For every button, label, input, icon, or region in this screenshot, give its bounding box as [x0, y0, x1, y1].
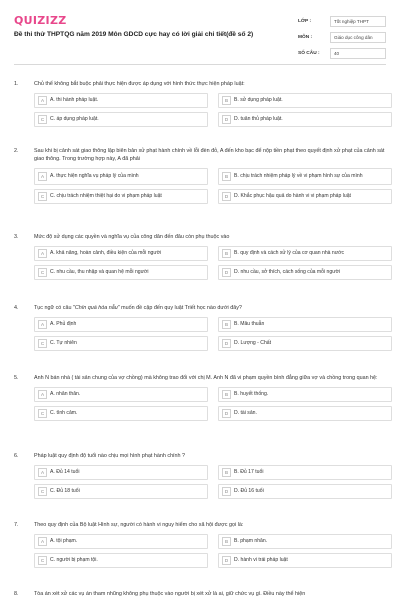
- question-5: [14, 374, 392, 421]
- question-number: 4.: [14, 305, 19, 311]
- option-text: A. Đủ 14 tuổi: [50, 469, 80, 476]
- option-text: D. tuân thủ pháp luật.: [234, 116, 283, 123]
- option-letter-b: B: [222, 468, 231, 477]
- lop-label: LỚP :: [298, 18, 312, 24]
- option-b[interactable]: [218, 534, 392, 549]
- option-text: D. tài sản.: [234, 410, 257, 417]
- option-text: D. hành vi trái pháp luật: [234, 557, 288, 564]
- question-number: 1.: [14, 81, 19, 87]
- option-letter-a: A: [38, 96, 47, 105]
- option-c[interactable]: [34, 406, 208, 421]
- question-text: Theo quy định của Bộ luật Hình sự, người có hành vi nguy hiểm cho xã hội được gọi là:: [34, 522, 244, 528]
- question-quote: Chín quá hóa nẫu: [74, 305, 118, 311]
- option-text: D. Lượng - Chất: [234, 340, 272, 347]
- option-letter-a: A: [38, 172, 47, 181]
- option-letter-d: D: [222, 487, 231, 496]
- option-text: C. người bị phạm tội.: [50, 557, 98, 564]
- option-letter-c: C: [38, 192, 47, 201]
- question-1: [14, 80, 392, 127]
- option-a[interactable]: [34, 534, 208, 549]
- option-text: D. nhu cầu, sở thích, cách sống của mỗi người: [234, 269, 341, 276]
- option-b[interactable]: [218, 168, 392, 185]
- question-text: [34, 304, 392, 312]
- option-b[interactable]: [218, 465, 392, 480]
- option-c[interactable]: [34, 189, 208, 204]
- option-a[interactable]: [34, 465, 208, 480]
- option-letter-b: B: [222, 249, 231, 258]
- option-letter-b: B: [222, 172, 231, 181]
- lop-value: Tốt nghiệp THPT: [330, 16, 386, 27]
- option-a[interactable]: [34, 93, 208, 108]
- option-b[interactable]: [218, 387, 392, 402]
- option-text: A. khả năng, hoàn cảnh, điều kiện của mỗi người: [50, 250, 162, 257]
- option-letter-a: A: [38, 320, 47, 329]
- socau-label: SỐ CÂU :: [298, 50, 320, 56]
- option-text: A. tội phạm.: [50, 538, 78, 545]
- option-letter-a: A: [38, 249, 47, 258]
- option-c[interactable]: [34, 553, 208, 568]
- option-text: D. Khắc phục hậu quả do hành vi vi phạm pháp luật: [234, 193, 351, 200]
- option-text: C. nhu cầu, thu nhập và quan hệ mỗi người: [50, 269, 149, 276]
- info-row-mon: [296, 29, 386, 45]
- option-letter-a: A: [38, 390, 47, 399]
- question-number: 3.: [14, 234, 19, 240]
- header-divider: [14, 64, 386, 65]
- option-text: C. Tự nhiên: [50, 340, 77, 347]
- option-letter-c: C: [38, 339, 47, 348]
- question-text: Anh N bán nhà ( tài sản chung của vợ chồng) mà không trao đổi với chị M. Anh N đã vi phạm quyền bình đẳng giữa vợ và chồng trong quan hệ:: [34, 375, 378, 381]
- option-letter-d: D: [222, 409, 231, 418]
- option-text: B. Mâu thuẫn: [234, 321, 265, 328]
- option-text: C. chịu trách nhiệm thiệt hại do vi phạm pháp luật: [50, 193, 162, 200]
- option-text: B. phạm nhân.: [234, 538, 268, 545]
- option-b[interactable]: [218, 93, 392, 108]
- option-letter-b: B: [222, 537, 231, 546]
- option-text: C. áp dụng pháp luật.: [50, 116, 99, 123]
- quizizz-logo: QUIZIZZ: [14, 14, 67, 27]
- question-number: 6.: [14, 453, 19, 459]
- option-letter-b: B: [222, 320, 231, 329]
- option-d[interactable]: [218, 265, 392, 280]
- option-d[interactable]: [218, 484, 392, 499]
- question-6: [14, 452, 392, 499]
- option-d[interactable]: [218, 112, 392, 127]
- option-letter-d: D: [222, 268, 231, 277]
- info-row-socau: [296, 45, 386, 61]
- question-4: [14, 304, 392, 351]
- option-text: B. huyết thống.: [234, 391, 269, 398]
- option-text: A. thi hành pháp luật.: [50, 97, 99, 104]
- question-text: Sau khi bị cảnh sát giao thông lập biên bản xử phạt hành chính về lỗi đèn đỏ, A đến kho bạc để nộp tiền phạt theo quyết định xử phạt của cảnh sát giao thông. Trong trường hợp này, A đã phải: [34, 148, 385, 162]
- option-text: C. Đủ 18 tuổi: [50, 488, 80, 495]
- option-b[interactable]: [218, 317, 392, 332]
- question-text-after: " muốn đề cập đến quy luật Triết học nào dưới đây?: [117, 305, 242, 311]
- option-text: A. Phủ định: [50, 321, 77, 328]
- option-text: A. thực hiện nghĩa vụ pháp lý của mình: [50, 173, 139, 180]
- option-text: A. nhân thân.: [50, 391, 81, 398]
- option-d[interactable]: [218, 406, 392, 421]
- question-text-before: Tục ngữ có câu ": [34, 305, 75, 311]
- question-number: 2.: [14, 148, 19, 154]
- question-text: Mức độ sử dụng các quyền và nghĩa vụ của công dân đến đâu còn phụ thuộc vào: [34, 234, 230, 240]
- mon-label: MÔN :: [298, 34, 313, 40]
- option-letter-b: B: [222, 390, 231, 399]
- option-c[interactable]: [34, 265, 208, 280]
- option-letter-d: D: [222, 339, 231, 348]
- option-a[interactable]: [34, 168, 208, 185]
- option-letter-c: C: [38, 409, 47, 418]
- option-d[interactable]: [218, 336, 392, 351]
- option-a[interactable]: [34, 387, 208, 402]
- question-text: Chủ thể không bắt buộc phải thực hiện được áp dụng với hình thức thực hiện pháp luật:: [34, 81, 245, 87]
- question-text: Pháp luật quy định độ tuổi nào chịu mọi hình phạt hành chính ?: [34, 453, 186, 459]
- option-d[interactable]: [218, 553, 392, 568]
- option-letter-d: D: [222, 192, 231, 201]
- option-text: B. quy định và cách xử lý của cơ quan nhà nước: [234, 250, 345, 257]
- option-letter-c: C: [38, 556, 47, 565]
- question-8: [14, 590, 392, 598]
- option-text: D. Đủ 16 tuổi: [234, 488, 264, 495]
- question-text: Tòa án xét xử các vụ án tham nhũng không phụ thuộc vào người bị xét xử là ai, giữ chức vụ gì. Điều này thể hiện: [34, 591, 306, 597]
- option-text: B. sử dụng pháp luật.: [234, 97, 283, 104]
- option-letter-c: C: [38, 487, 47, 496]
- option-a[interactable]: [34, 317, 208, 332]
- option-letter-a: A: [38, 537, 47, 546]
- option-letter-d: D: [222, 556, 231, 565]
- question-2: [14, 147, 392, 204]
- question-3: [14, 233, 392, 280]
- question-number: 5.: [14, 375, 19, 381]
- option-d[interactable]: [218, 189, 392, 204]
- option-c[interactable]: [34, 484, 208, 499]
- option-letter-d: D: [222, 115, 231, 124]
- option-text: B. chịu trách nhiệm pháp lý về vi phạm hình sự của mình: [234, 173, 363, 180]
- info-row-lop: [296, 13, 386, 29]
- option-c[interactable]: [34, 112, 208, 127]
- question-7: [14, 521, 392, 568]
- info-box: [296, 13, 386, 61]
- question-number: 8.: [14, 591, 19, 597]
- option-letter-a: A: [38, 468, 47, 477]
- option-letter-c: C: [38, 115, 47, 124]
- option-letter-b: B: [222, 96, 231, 105]
- mon-value: Giáo dục công dân: [330, 32, 386, 43]
- option-b[interactable]: [218, 246, 392, 261]
- document-title: Đề thi thử THPTQG năm 2019 Môn GDCD cực hay có lời giải chi tiết(đề số 2): [14, 31, 254, 38]
- question-number: 7.: [14, 522, 19, 528]
- option-a[interactable]: [34, 246, 208, 261]
- option-c[interactable]: [34, 336, 208, 351]
- option-letter-c: C: [38, 268, 47, 277]
- socau-value: 40: [330, 48, 386, 59]
- option-text: B. Đủ 17 tuổi: [234, 469, 264, 476]
- option-text: C. tình cảm.: [50, 410, 78, 417]
